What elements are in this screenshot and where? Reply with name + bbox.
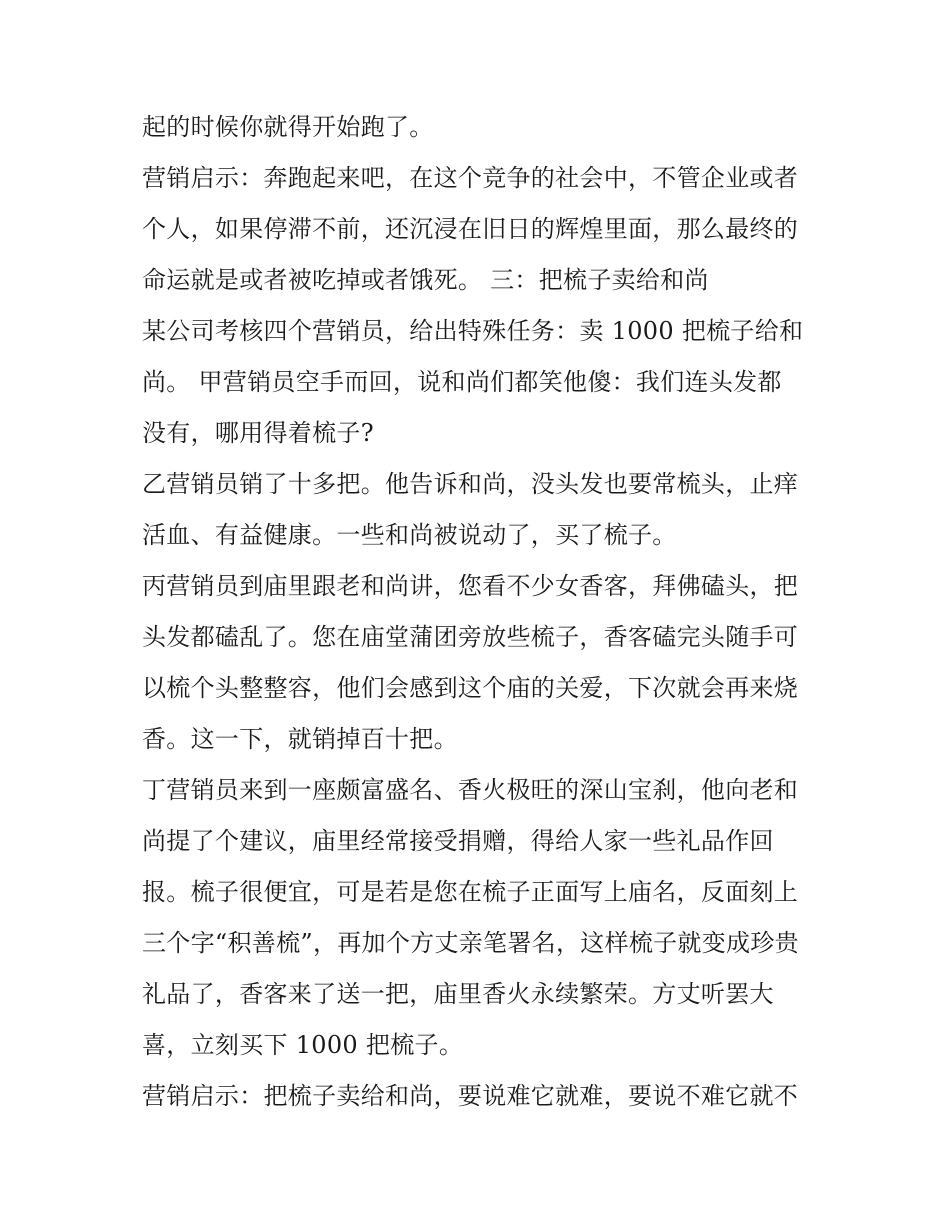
- text-line: 尚提了个建议，庙里经常接受捐赠，得给人家一些礼品作回: [142, 827, 774, 855]
- text-line: 香。这一下，就销掉百十把。: [142, 725, 458, 753]
- text-line: 报。梳子很便宜，可是若是您在梳子正面写上庙名，反面刻上: [142, 878, 799, 906]
- text-line: 没有，哪用得着梳子?: [142, 419, 374, 447]
- text-line: 尚。 甲营销员空手而回，说和尚们都笑他傻：我们连头发都: [142, 368, 782, 396]
- text-line: 营销启示：奔跑起来吧，在这个竞争的社会中，不管企业或者: [142, 164, 799, 192]
- text-line: 丁营销员来到一座颇富盛名、香火极旺的深山宝刹，他向老和: [142, 776, 799, 804]
- text-line: 喜，立刻买下 1000 把梳子。: [142, 1031, 464, 1059]
- text-line: 活血、有益健康。一些和尚被说动了，买了梳子。: [142, 521, 677, 549]
- text-line: 起的时候你就得开始跑了。: [142, 113, 434, 141]
- text-line: 营销启示：把梳子卖给和尚，要说难它就难，要说不难它就不: [142, 1082, 799, 1110]
- text-line: 头发都磕乱了。您在庙堂蒲团旁放些梳子，香客磕完头随手可: [142, 623, 799, 651]
- text-line: 乙营销员销了十多把。他告诉和尚，没头发也要常梳头，止痒: [142, 470, 799, 498]
- text-line: 命运就是或者被吃掉或者饿死。 三：把梳子卖给和尚: [142, 266, 709, 294]
- text-line: 三个字“积善梳”，再加个方丈亲笔署名，这样梳子就变成珍贵: [142, 929, 799, 957]
- text-line: 个人，如果停滞不前，还沉浸在旧日的辉煌里面，那么最终的: [142, 215, 799, 243]
- document-body: [142, 102, 822, 1122]
- text-line: 丙营销员到庙里跟老和尚讲，您看不少女香客，拜佛磕头，把: [142, 572, 799, 600]
- text-line: 某公司考核四个营销员，给出特殊任务：卖 1000 把梳子给和: [142, 317, 804, 345]
- text-line: 以梳个头整整容，他们会感到这个庙的关爱，下次就会再来烧: [142, 674, 799, 702]
- text-line: 礼品了，香客来了送一把，庙里香火永续繁荣。方丈听罢大: [142, 980, 774, 1008]
